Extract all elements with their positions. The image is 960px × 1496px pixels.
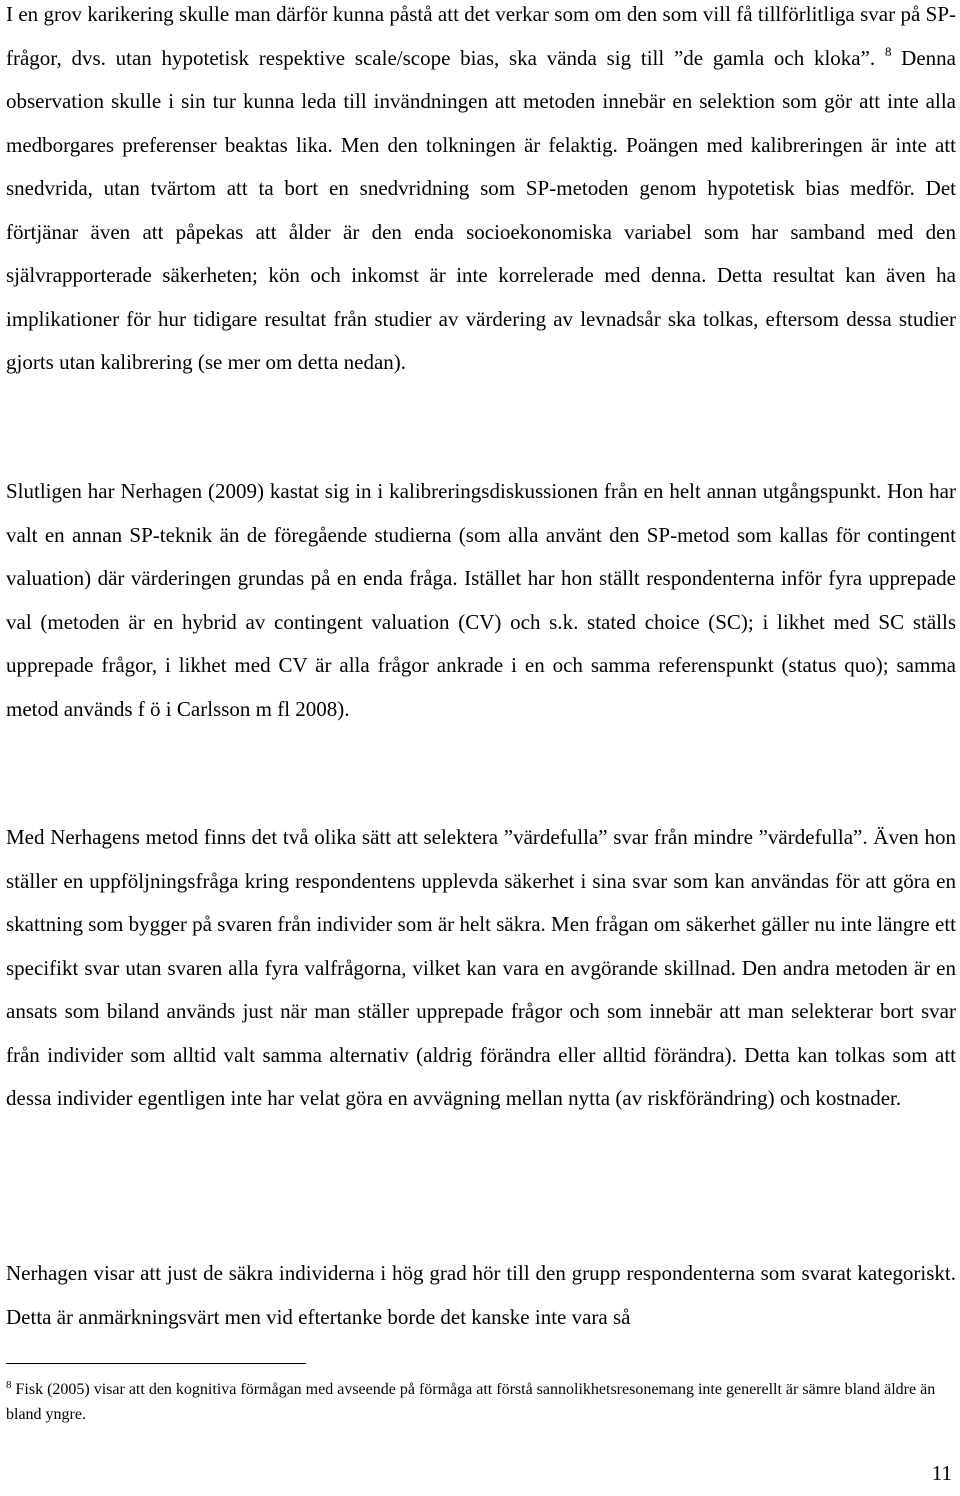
footnote-text: Fisk (2005) visar att den kognitiva förmågan med avseende på förmåga att förstå sannolikhetsresonemang inte generellt är sämre bland äldre än bland yngre.: [6, 1381, 936, 1423]
paragraph-1-text-b: Denna observation skulle i sin tur kunna leda till invändningen att metoden innebär en selektion som gör att inte alla medborgares preferenser beaktas lika. Men den tolkningen är felaktig. Poängen med kalibreringen är inte att snedvrida, utan tvärtom att ta bort en snedvridning som SP-metoden genom hypotetisk bias medför. Det förtjänar även att påpekas att ålder är den enda socioekonomiska variabel som har samband med den självrapporterade säkerheten; kön och inkomst är inte korrelerade med denna. Detta resultat kan även ha implikationer för hur tidigare resultat från studier av värdering av levnadsår ska tolkas, eftersom dessa studier gjorts utan kalibrering (se mer om detta nedan).: [6, 45, 956, 374]
footnote: [6, 1377, 951, 1427]
footnote-separator: [6, 1363, 306, 1364]
paragraph-4: Nerhagen visar att just de säkra individerna i hög grad hör till den grupp respondenterna som svarat kategoriskt. Detta är anmärkningsvärt men vid eftertanke borde det kanske inte vara så: [6, 1261, 956, 1329]
footnote-number: 8: [6, 1379, 12, 1391]
paragraph-2: Slutligen har Nerhagen (2009) kastat sig in i kalibreringsdiskussionen från en helt annan utgångspunkt. Hon har valt en annan SP-teknik än de föregående studierna (som alla använt den SP-metod som kallas för contingent valuation) där värderingen grundas på en enda fråga. Istället har hon ställt respondenterna inför fyra upprepade val (metoden är en hybrid av contingent valuation (CV) och s.k. stated choice (SC); i likhet med SC ställs upprepade frågor, i likhet med CV är alla frågor ankrade i en och samma referenspunkt (status quo); samma metod används f ö i Carlsson m fl 2008).: [6, 479, 956, 721]
paragraph-1: [6, 0, 956, 385]
paragraph-1-text-a: I en grov karikering skulle man därför kunna påstå att det verkar som om den som vill få tillförlitliga svar på SP-frågor, dvs. utan hypotetisk respektive scale/scope bias, ska vända sig till ”de gamla och kloka”.: [6, 2, 956, 70]
page-number: 11: [931, 1461, 952, 1485]
footnote-reference: 8: [884, 43, 892, 59]
paragraph-3: Med Nerhagens metod finns det två olika sätt att selektera ”värdefulla” svar från mindre ”värdefulla”. Även hon ställer en uppföljningsfråga kring respondentens upplevda säkerhet i sina svar som kan användas för att göra en skattning som bygger på svaren från individer som är helt säkra. Men frågan om säkerhet gäller nu inte längre ett specifikt svar utan svaren alla fyra valfrågorna, vilket kan vara en avgörande skillnad. Den andra metoden är en ansats som biland används just när man ställer upprepade frågor och som innebär att man selekterar bort svar från individer som alltid valt samma alternativ (aldrig förändra eller alltid förändra). Detta kan tolkas som att dessa individer egentligen inte har velat göra en avvägning mellan nytta (av riskförändring) och kostnader.: [6, 825, 956, 1110]
